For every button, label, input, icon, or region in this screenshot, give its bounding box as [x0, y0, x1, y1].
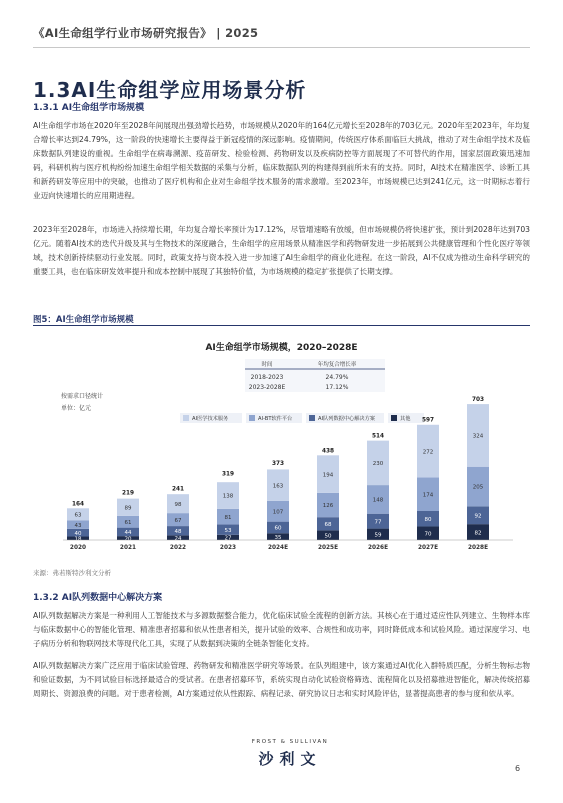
- header-rule: [33, 47, 530, 48]
- bar-segment-value: 174: [422, 492, 434, 499]
- legend-swatch: [249, 415, 255, 421]
- brand-name-english: FROST & SULLIVAN: [251, 739, 329, 745]
- bar-segment-value: 59: [374, 532, 382, 539]
- x-tick-label: 2020: [69, 545, 87, 551]
- bar-segment-value: 48: [174, 528, 182, 535]
- cagr-row-1-rate: 24.79%: [325, 374, 349, 381]
- subsection-title-cohort-solution: 1.3.2 AI队列数据中心解决方案: [33, 593, 163, 603]
- bar-total-label: 514: [371, 433, 385, 440]
- bar-segment-value: 44: [124, 530, 132, 537]
- bar-segment-value: 230: [372, 461, 384, 468]
- x-tick-label: 2024E: [267, 545, 289, 551]
- chart-title: AI生命组学市场规模，2020–2028E: [205, 343, 358, 353]
- legend-label: AI队列数据中心解决方案: [318, 416, 375, 422]
- bar-segment-value: 80: [424, 516, 432, 523]
- chart-legend: [180, 413, 424, 423]
- subsection-title-market-size: 1.3.1 AI生命组学市场规模: [33, 103, 145, 113]
- figure-rule: [33, 325, 530, 326]
- bar-segment-value: 98: [174, 501, 182, 508]
- bar-segment-value: 18: [74, 536, 82, 543]
- bar-segment-value: 272: [422, 449, 434, 456]
- bar-segment-value: 50: [324, 533, 332, 540]
- cagr-row-2-period: 2023-2028E: [248, 384, 286, 391]
- bar-segment-value: 35: [274, 534, 282, 541]
- bar-segment-value: 70: [424, 531, 432, 538]
- section-title: 1.3AI生命组学应用场景分析: [33, 78, 307, 102]
- legend-label: AI医学技术服务: [192, 416, 229, 422]
- x-tick-label: 2025E: [317, 545, 339, 551]
- cagr-header-period: 时间: [261, 362, 273, 368]
- bar-segment-value: 81: [224, 514, 232, 521]
- unit-label-unit: 单位：亿元: [61, 405, 92, 412]
- legend-swatch: [183, 415, 189, 421]
- legend-swatch: [391, 415, 397, 421]
- figure-label: 图5：AI生命组学市场规模: [33, 315, 134, 325]
- legend-swatch: [309, 415, 315, 421]
- report-title: 《AI生命组学行业市场研究报告》: [33, 26, 212, 40]
- bar-segment-value: 194: [322, 472, 334, 479]
- chart-source: 来源：弗若斯特沙利文分析: [33, 569, 111, 577]
- bar-total-label: 164: [71, 501, 85, 508]
- bar-segment-value: 82: [474, 530, 482, 537]
- x-tick-label: 2021: [119, 545, 137, 551]
- bar-segment-value: 24: [174, 535, 182, 542]
- bar-segment-value: 61: [124, 519, 132, 526]
- bar-total-label: 438: [321, 448, 335, 455]
- paragraph-market-growth-2023-2028: 2023年至2028年，市场进入持续增长期，年均复合增长率预计为17.12%，尽管增速略有放缓，但市场规模仍将快速扩张，预计到2028年达到703亿元。随着AI技术的迭代升级及其与生物技术的深度融合，生命组学的应用场景从精准医学和药物研发进一步拓展到公共健康管理和个性化医疗等领域，技术创新持续驱动行业发展。同时，政策支持与资本投入进一步加速了AI生命组学的商业化进程。在这一阶段，AI不仅成为推动生命科学研究的重要工具，也在临床研发效率提升和成本控制中展现了其独特价值，为市场规模的稳定扩张提供了长期支撑。: [33, 225, 530, 276]
- cagr-table: [245, 359, 385, 392]
- bar-segment-value: 126: [322, 503, 334, 510]
- bar-total-label: 319: [221, 471, 235, 478]
- paragraph-market-growth-2020-2023: AI生命组学市场在2020年至2028年间展现出强劲增长趋势，市场规模从2020年的164亿元增长至2028年的703亿元。2020年至2023年，年均复合增长率达到24.79%，这一阶段的快速增长主要得益于新冠疫情的深远影响。疫情期间，传统医疗体系面临巨大挑战，推动了对生命组学技术及临床数据队列建设的重视。生命组学在病毒溯源、疫苗研发、检验检测、药物研发以及疾病防控等方面展现了不可替代的作用，国家层面政策迅速加码，科研机构与医疗机构纷纷加速生命组学相关数据的采集与分析，临床数据队列的构建得到前所未有的支持。同时，AI技术在精准医学、诊断工具和新药研发等应用中的突破，也推动了医疗机构和企业对生命组学技术服务的需求激增。至2023年，市场规模已达到241亿元，这一时期标志着行业迈向快速增长的应用期进程。: [33, 121, 530, 200]
- bar-segment-value: 53: [224, 527, 232, 534]
- cagr-row-1-period: 2018-2023: [250, 374, 284, 381]
- legend-label: AI-BT软件平台: [258, 416, 293, 422]
- cagr-header-rate: 年均复合增长率: [317, 362, 357, 368]
- bar-segment-value: 63: [74, 512, 82, 519]
- legend-label: 其他: [400, 416, 411, 422]
- report-year: 2025: [225, 26, 259, 40]
- bar-total-label: 703: [471, 397, 485, 404]
- bar-total-label: 219: [121, 490, 135, 497]
- bar-total-label: 597: [421, 417, 435, 424]
- bar-segment-value: 138: [222, 493, 234, 500]
- x-tick-label: 2028E: [467, 545, 489, 551]
- bar-segment-value: 163: [272, 483, 284, 490]
- paragraph-cohort-solution-definition: AI队列数据解决方案是一种利用人工智能技术与多源数据整合能力，优化临床试验全流程的创新方法。其核心在于通过适应性队列建立、生物样本库与临床数据中心的智能化管理、精准患者招募和依从性患者相关，提升试验的效率、合规性和成功率，同时降低成本和试验风险。通过深度学习、电子病历分析和物联网技术等现代化工具，实现了从数据到决策的全链条智能化支持。: [33, 611, 530, 648]
- bar-segment-value: 67: [174, 517, 182, 524]
- x-tick-label: 2023: [219, 545, 237, 551]
- report-header: [33, 25, 258, 41]
- x-tick-label: 2027E: [417, 545, 439, 551]
- bar-segment-value: 148: [372, 497, 384, 504]
- bar-segment-value: 40: [74, 530, 82, 537]
- bar-segment-value: 43: [74, 522, 82, 529]
- bar-segment-value: 27: [224, 535, 232, 542]
- bar-segment-value: 68: [324, 521, 332, 528]
- paragraph-cohort-solution-applications: AI队列数据解决方案广泛应用于临床试验管理、药物研发和精准医学研究等场景。在队列组建中，该方案通过AI优化入群特质匹配，分析生物标志物和验证数据，为不同试验目标选择最适合的受试者。在患者招募环节，系统实现自动化试验资格筛选、流程简化以及招募推进智能化，解决传统招募周期长、资源浪费的问题。对于患者检测，AI方案通过依从性跟踪、病程记录、研究协议日志和实时风险评估，显著提高患者的参与度和依从率。: [33, 661, 530, 698]
- bar-segment-value: 107: [272, 509, 284, 516]
- page-number: 6: [515, 764, 521, 773]
- brand-logo: 沙利文: [258, 750, 322, 768]
- market-size-chart: [33, 352, 530, 562]
- bar-segment-value: 20: [124, 536, 132, 543]
- bar-segment-value: 60: [274, 525, 282, 532]
- bar-total-label: 373: [271, 460, 285, 467]
- bar-segment-value: 92: [474, 513, 482, 520]
- cagr-row-2-rate: 17.12%: [325, 384, 349, 391]
- x-tick-label: 2022: [169, 545, 187, 551]
- x-tick-label: 2026E: [367, 545, 389, 551]
- bar-segment-value: 77: [374, 519, 382, 526]
- bar-segment-value: 205: [472, 484, 484, 491]
- header-separator: |: [216, 26, 221, 40]
- bar-total-label: 241: [171, 486, 185, 493]
- unit-label-basis: 按需求口径统计: [61, 393, 104, 400]
- bar-segment-value: 324: [472, 433, 484, 440]
- bar-segment-value: 89: [124, 505, 132, 512]
